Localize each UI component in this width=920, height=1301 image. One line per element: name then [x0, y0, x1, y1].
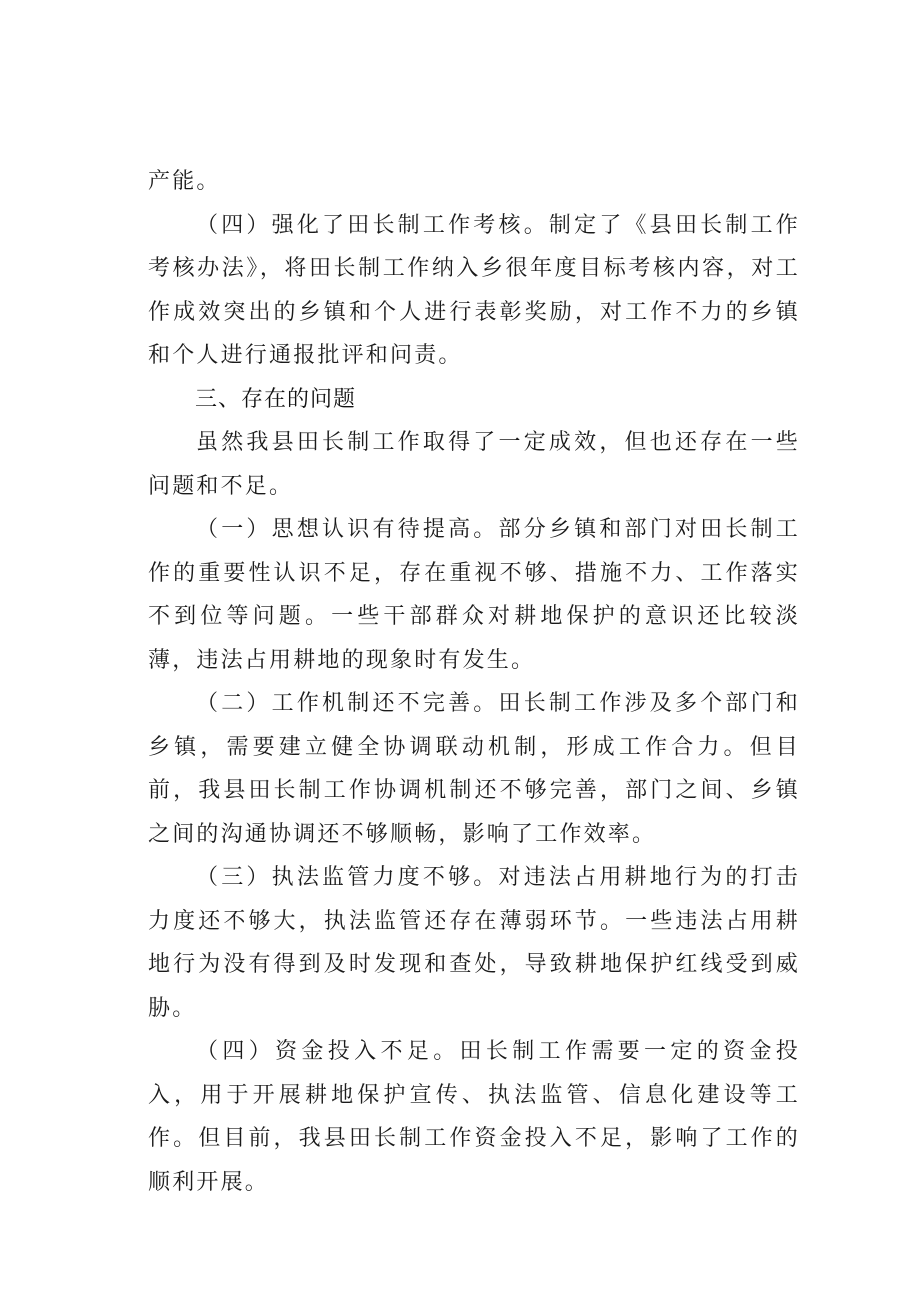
paragraph-problem-mechanism: （二）工作机制还不完善。田长制工作涉及多个部门和乡镇，需要建立健全协调联动机制，形成工作合力。但目前，我县田长制工作协调机制还不够完善，部门之间、乡镇之间的沟通协调还不够顺畅，影响了工作效率。: [148, 691, 800, 847]
paragraph-intro-problems: 虽然我县田长制工作取得了一定成效，但也还存在一些问题和不足。: [148, 430, 800, 499]
paragraph-problem-awareness: （一）思想认识有待提高。部分乡镇和部门对田长制工作的重要性认识不足，存在重视不够、措施不力、工作落实不到位等问题。一些干部群众对耕地保护的意识还比较淡薄，违法占用耕地的现象时有发生。: [148, 517, 800, 673]
paragraph-problem-funding: （四）资金投入不足。田长制工作需要一定的资金投入，用于开展耕地保护宣传、执法监管、信息化建设等工作。但目前，我县田长制工作资金投入不足，影响了工作的顺利开展。: [148, 1039, 800, 1195]
paragraph-problem-enforcement: （三）执法监管力度不够。对违法占用耕地行为的打击力度还不够大，执法监管还存在薄弱环节。一些违法占用耕地行为没有得到及时发现和查处，导致耕地保护红线受到威胁。: [148, 865, 800, 1021]
document-body: [148, 160, 800, 1204]
paragraph-continuation: 产能。: [148, 169, 221, 194]
section-heading-problems: 三、存在的问题: [195, 386, 357, 412]
paragraph-assessment: （四）强化了田长制工作考核。制定了《县田长制工作考核办法》，将田长制工作纳入乡很年度目标考核内容，对工作成效突出的乡镇和个人进行表彰奖励，对工作不力的乡镇和个人进行通报批评和问责。: [148, 212, 800, 368]
